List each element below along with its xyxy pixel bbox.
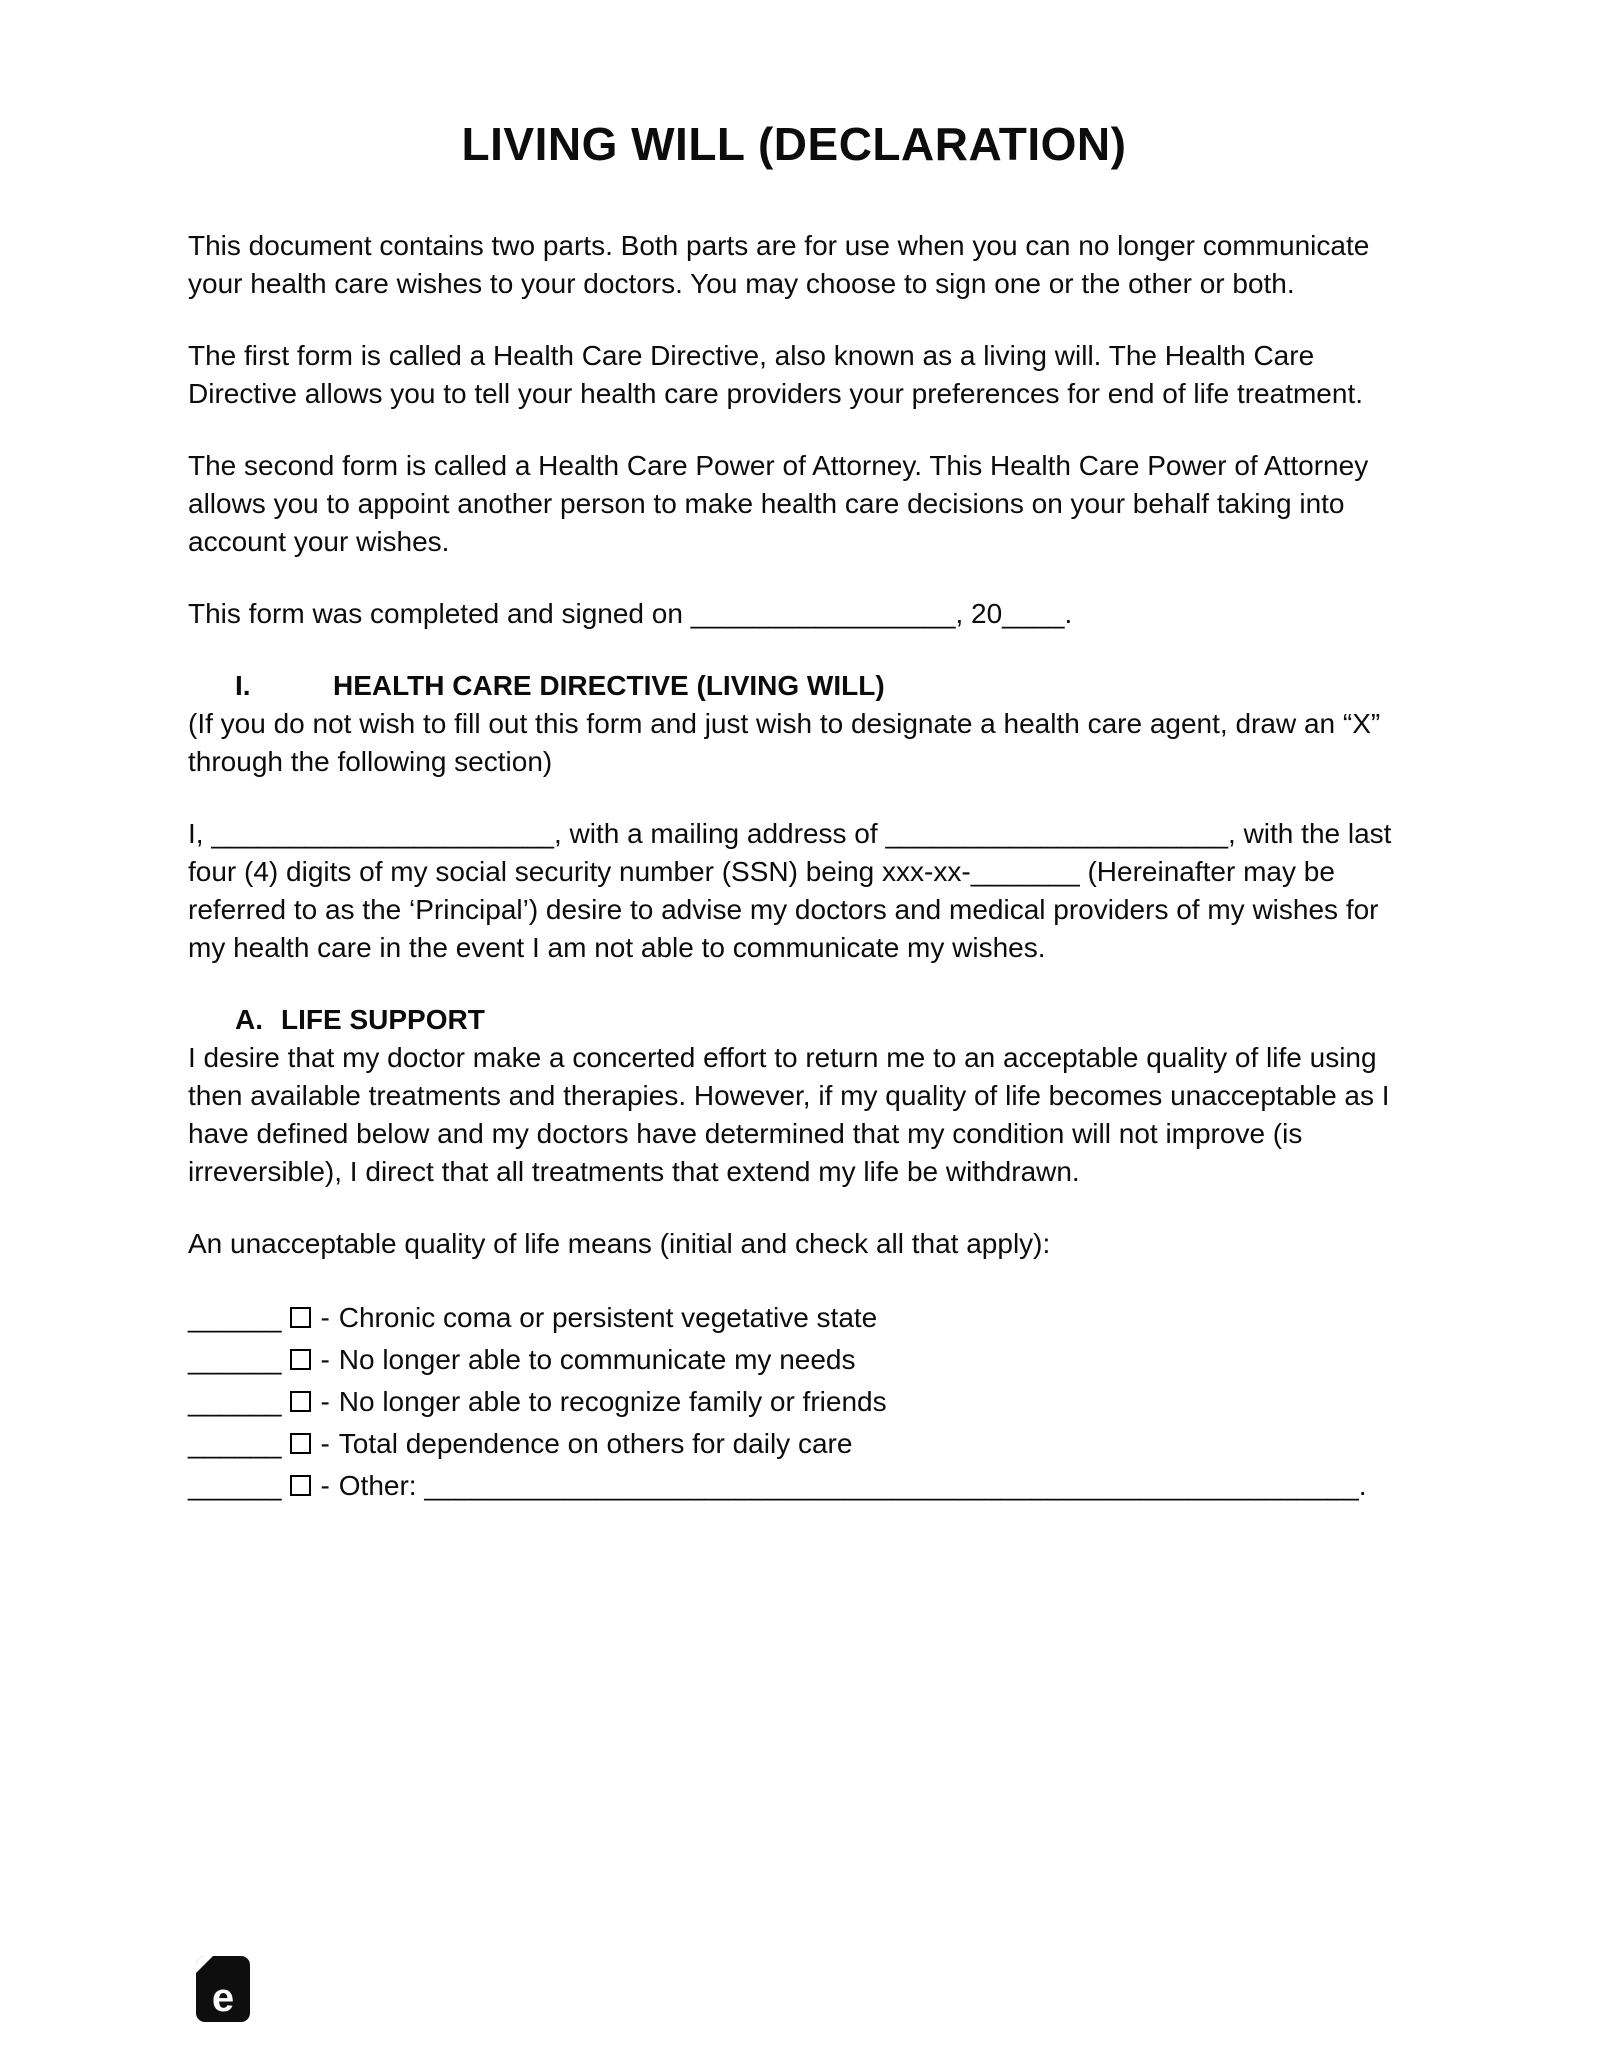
checklist-item-recognize-family — [188, 1381, 1400, 1423]
principal-text-2: , with a mailing address of — [553, 817, 886, 849]
principal-text-4: (Hereinafter may be referred to as the ‘Principal’) desire to advise my doctors and medical providers of my wishes for my health care in the event I am not able to communicate my wishes. — [188, 855, 1379, 963]
other-suffix: . — [1358, 1469, 1367, 1501]
checklist-item-total-dependence — [188, 1423, 1400, 1465]
document-title: LIVING WILL (DECLARATION) — [461, 118, 1127, 170]
principal-name-field[interactable]: ______________________ — [211, 817, 554, 849]
quality-of-life-checklist — [188, 1297, 1400, 1507]
item-dash: - — [320, 1427, 330, 1459]
eforms-logo-letter: e — [211, 1976, 235, 2020]
item-dash: - — [320, 1469, 330, 1501]
quality-of-life-prompt: An unacceptable quality of life means (initial and check all that apply): — [188, 1227, 1051, 1259]
checkbox-icon[interactable] — [290, 1307, 311, 1328]
checklist-item-communicate-needs — [188, 1339, 1400, 1381]
checklist-item-label: No longer able to recognize family or friends — [338, 1385, 887, 1417]
section-1-title: HEALTH CARE DIRECTIVE (LIVING WILL) — [333, 669, 885, 701]
item-dash: - — [320, 1301, 330, 1333]
initial-blank-field[interactable]: ______ — [188, 1469, 282, 1501]
intro-paragraph-3: The second form is called a Health Care Power of Attorney. This Health Care Power of Attorney allows you to appoint another person to make health care decisions on your behalf taking into account your wishes. — [188, 449, 1369, 557]
signed-year-blank-field[interactable]: ____ — [1002, 597, 1065, 629]
principal-paragraph — [188, 815, 1400, 967]
life-support-letter: A. — [235, 1003, 263, 1035]
checklist-item-label: Other: — [338, 1469, 425, 1501]
signed-date-line — [188, 595, 1400, 633]
other-description-field[interactable]: ____________________________________________________________ — [424, 1469, 1359, 1501]
intro-paragraph-2: The first form is called a Health Care Directive, also known as a living will. The Health Care Directive allows you to tell your health care providers your preferences for end of life treatment. — [188, 339, 1364, 409]
ssn-last4-field[interactable]: _______ — [970, 855, 1080, 887]
life-support-heading — [188, 1001, 1400, 1039]
checklist-item-label: Chronic coma or persistent vegetative state — [338, 1301, 878, 1333]
life-support-body: I desire that my doctor make a concerted effort to return me to an acceptable quality of life using then available treatments and therapies. However, if my quality of life becomes unacceptable as I have defined below and my doctors have determined that my condition will not improve (is irreversible), I direct that all treatments that extend my life be withdrawn. — [188, 1041, 1390, 1187]
initial-blank-field[interactable]: ______ — [188, 1427, 282, 1459]
life-support-title: LIFE SUPPORT — [281, 1003, 485, 1035]
section-1-number: I. — [235, 669, 251, 701]
checklist-item-other — [188, 1465, 1400, 1507]
checkbox-icon[interactable] — [290, 1391, 311, 1412]
section-1-note: (If you do not wish to fill out this form and just wish to designate a health care agent, draw an “X” through the following section) — [188, 707, 1381, 777]
checkbox-icon[interactable] — [290, 1475, 311, 1496]
checkbox-icon[interactable] — [290, 1433, 311, 1454]
checklist-item-label: Total dependence on others for daily care — [338, 1427, 853, 1459]
mailing-address-field[interactable]: ______________________ — [885, 817, 1229, 849]
intro-paragraph-1: This document contains two parts. Both parts are for use when you can no longer communicate your health care wishes to your doctors. You may choose to sign one or the other or both. — [188, 229, 1370, 299]
initial-blank-field[interactable]: ______ — [188, 1385, 282, 1417]
signed-line-suffix: . — [1064, 597, 1073, 629]
signed-line-mid: , 20 — [955, 597, 1003, 629]
principal-text-3: , with the last four (4) digits of my social security number (SSN) being xxx-xx- — [188, 817, 1392, 887]
checklist-item-chronic-coma — [188, 1297, 1400, 1339]
checklist-item-label: No longer able to communicate my needs — [338, 1343, 856, 1375]
initial-blank-field[interactable]: ______ — [188, 1301, 282, 1333]
initial-blank-field[interactable]: ______ — [188, 1343, 282, 1375]
item-dash: - — [320, 1385, 330, 1417]
principal-text-1: I, — [188, 817, 212, 849]
section-1-heading — [188, 667, 1400, 705]
checkbox-icon[interactable] — [290, 1349, 311, 1370]
signed-line-prefix: This form was completed and signed on — [188, 597, 691, 629]
item-dash: - — [320, 1343, 330, 1375]
signed-date-blank-field[interactable]: _________________ — [690, 597, 956, 629]
eforms-logo — [196, 1956, 250, 2022]
